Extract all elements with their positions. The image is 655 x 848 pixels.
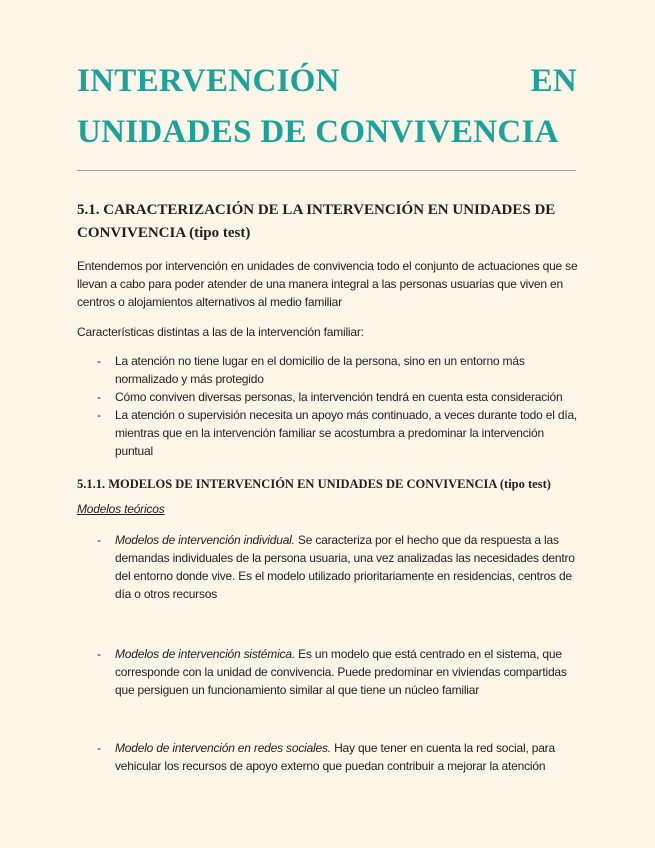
characteristics-list bbox=[77, 352, 582, 460]
model-name: Modelos de intervención individual. bbox=[115, 533, 295, 547]
list-item-text: La atención no tiene lugar en el domicilio de la persona, sino en un entorno más normalizado y más protegido bbox=[115, 354, 525, 386]
bullet-dash: - bbox=[97, 390, 101, 404]
model-description: Se caracteriza por el hecho que da respuesta a las demandas individuales de la persona usuaria, una vez analizadas las necesidades dentro del entorno donde vive. Es el modelo utilizado prioritariamente en residencias, centros de día o otros recursos bbox=[115, 533, 575, 601]
title-word-intervencion: INTERVENCIÓN bbox=[77, 63, 340, 99]
model-name: Modelos de intervención sistémica. bbox=[115, 647, 295, 661]
section-heading-5-1: 5.1. CARACTERIZACIÓN DE LA INTERVENCIÓN EN UNIDADES DE CONVIVENCIA (tipo test) bbox=[77, 202, 556, 241]
model-description: Es un modelo que está centrado en el sistema, que corresponde con la unidad de convivencia. Puede predominar en viviendas compartidas que persiguen un funcionamiento similar al que tiene un núcleo familiar bbox=[115, 647, 567, 697]
list-item-text: La atención o supervisión necesita un apoyo más continuado, a veces durante todo el día, mientras que en la intervención familiar se acostumbra a predominar la intervención puntual bbox=[115, 408, 578, 458]
list-item bbox=[77, 645, 582, 699]
title-word-en: EN bbox=[530, 63, 577, 99]
model-description: Hay que tener en cuenta la red social, para vehicular los recursos de apoyo externo que puedan contribuir a mejorar la atención bbox=[115, 741, 555, 773]
list-item bbox=[77, 388, 582, 406]
list-item bbox=[77, 739, 582, 775]
title-divider bbox=[77, 170, 576, 171]
intro-paragraph: Entendemos por intervención en unidades de convivencia todo el conjunto de actuaciones que se llevan a cabo para poder atender de una manera integral a las personas usuarias que viven en centros o alojamientos alternativos al medio familiar bbox=[77, 259, 578, 309]
section-heading-5-1-1: 5.1.1. MODELOS DE INTERVENCIÓN EN UNIDADES DE CONVIVENCIA (tipo test) bbox=[77, 477, 551, 491]
list-item bbox=[77, 531, 582, 603]
document-title-line-1 bbox=[77, 62, 577, 100]
bullet-dash: - bbox=[97, 741, 101, 755]
model-name: Modelo de intervención en redes sociales. bbox=[115, 741, 331, 755]
bullet-dash: - bbox=[97, 647, 101, 661]
bullet-dash: - bbox=[97, 408, 101, 422]
list-item bbox=[77, 406, 582, 460]
bullet-dash: - bbox=[97, 533, 101, 547]
document-title-line-2: UNIDADES DE CONVIVENCIA bbox=[77, 114, 559, 150]
list-item bbox=[77, 352, 582, 388]
bullet-dash: - bbox=[97, 354, 101, 368]
subheading-modelos-teoricos: Modelos teóricos bbox=[77, 502, 165, 516]
model-list-individual bbox=[77, 531, 582, 603]
list-item-text: Cómo conviven diversas personas, la intervención tendrá en cuenta esta consideración bbox=[115, 390, 563, 404]
characteristics-label: Características distintas a las de la intervención familiar: bbox=[77, 325, 364, 339]
model-list-redes-sociales bbox=[77, 739, 582, 775]
model-list-sistemica bbox=[77, 645, 582, 699]
